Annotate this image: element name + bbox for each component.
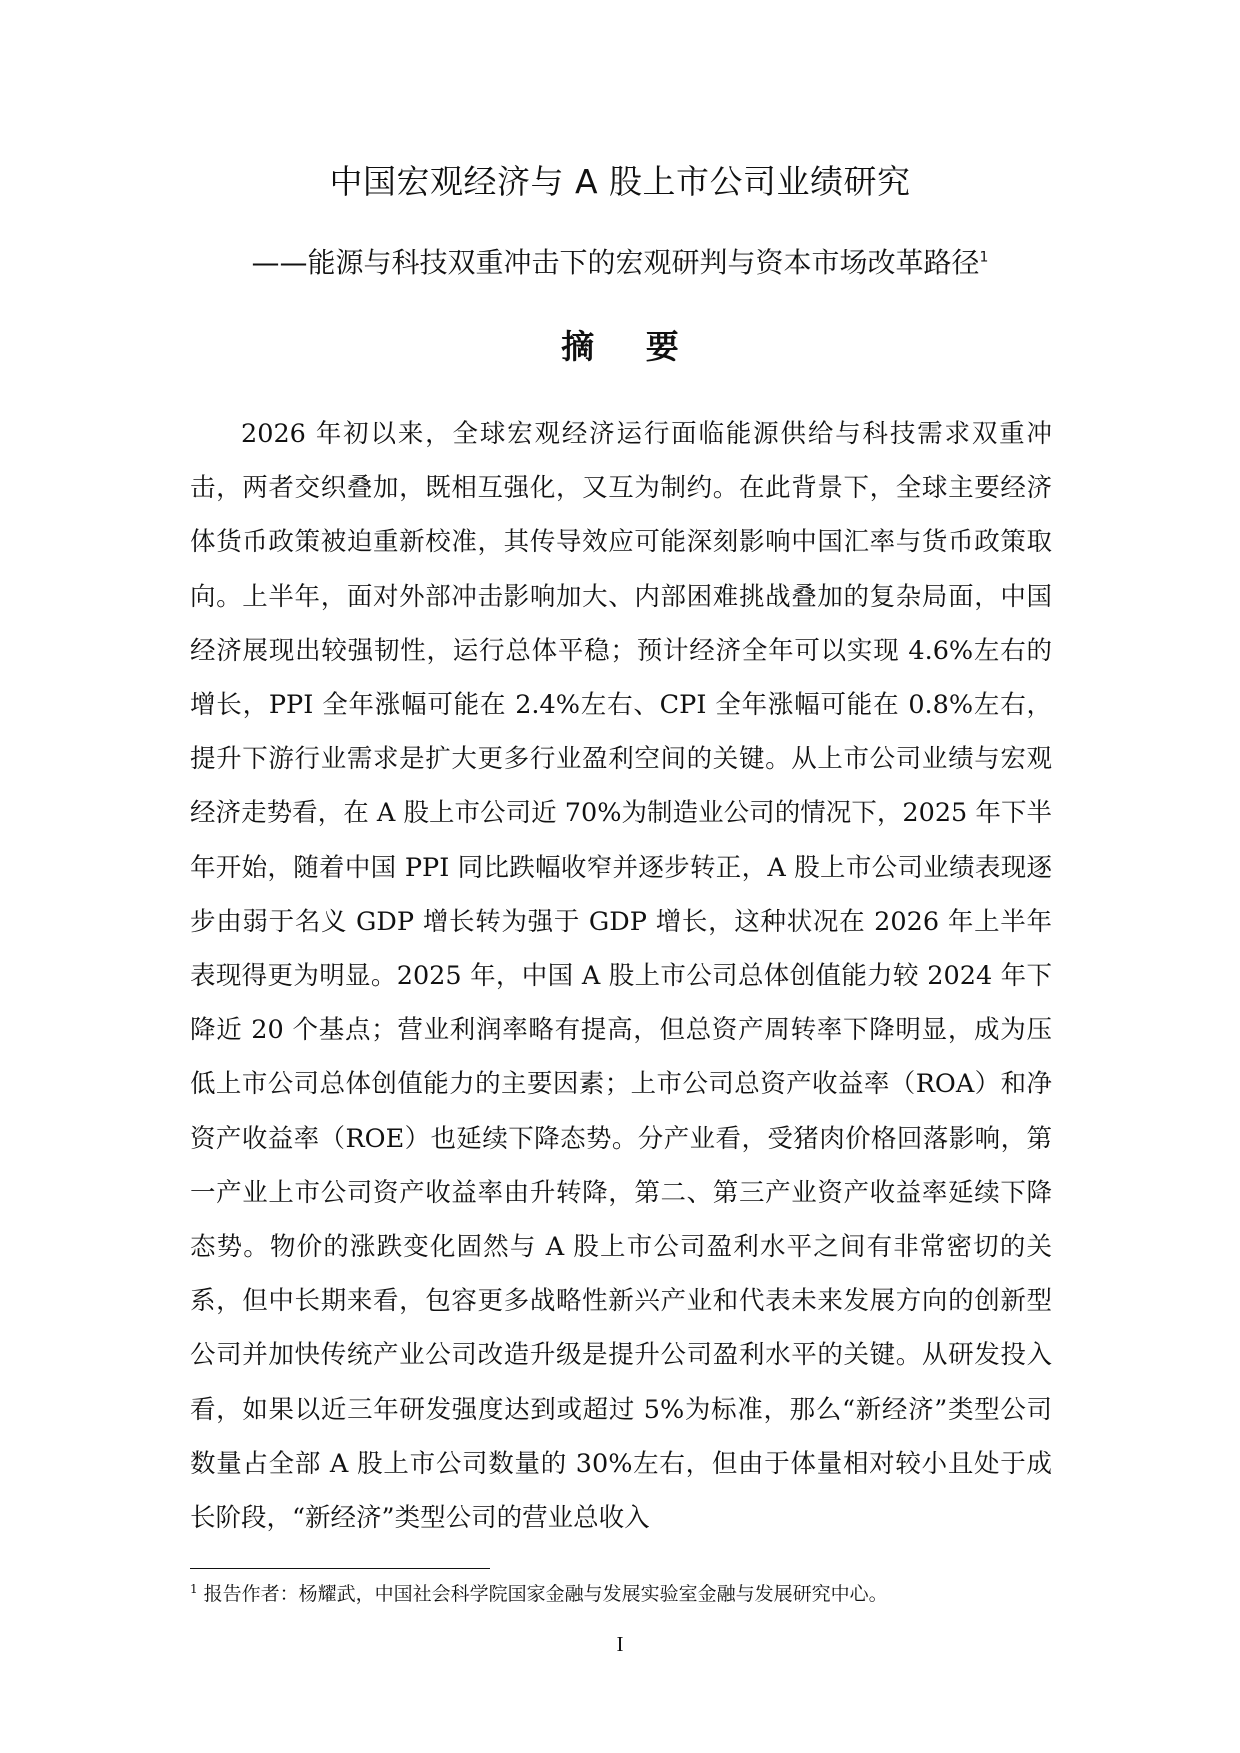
footnote-divider xyxy=(190,1568,490,1569)
abstract-heading: 摘 要 xyxy=(561,327,699,366)
footnote-text: 报告作者：杨耀武，中国社会科学院国家金融与发展实验室金融与发展研究中心。 xyxy=(203,1583,888,1605)
document-subtitle xyxy=(0,243,1240,283)
subtitle-footnote-mark[interactable]: 1 xyxy=(979,249,989,266)
footnote xyxy=(190,1580,1052,1608)
page-number: I xyxy=(616,1632,624,1656)
document-title: 中国宏观经济与 A 股上市公司业绩研究 xyxy=(329,162,911,201)
abstract-paragraph: 2026 年初以来，全球宏观经济运行面临能源供给与科技需求双重冲击，两者交织叠加，既相互强化，又互为制约。在此背景下，全球主要经济体货币政策被迫重新校准，其传导效应可能深刻影响中国汇率与货币政策取向。上半年，面对外部冲击影响加大、内部困难挑战叠加的复杂局面，中国经济展现出较强韧性，运行总体平稳；预计经济全年可以实现 4.6%左右的增长，PPI 全年涨幅可能在 2.4%左右、CPI 全年涨幅可能在 0.8%左右，提升下游行业需求是扩大更多行业盈利空间的关键。从上市公司业绩与宏观经济走势看，在 A 股上市公司近 70%为制造业公司的情况下，2025 年下半年开始，随着中国 PPI 同比跌幅收窄并逐步转正，A 股上市公司业绩表现逐步由弱于名义 GDP 增长转为强于 GDP 增长，这种状况在 2026 年上半年表现得更为明显。2025 年，中国 A 股上市公司总体创值能力较 2024 年下降近 20 个基点；营业利润率略有提高，但总资产周转率下降明显，成为压低上市公司总体创值能力的主要因素；上市公司总资产收益率（ROA）和净资产收益率（ROE）也延续下降态势。分产业看，受猪肉价格回落影响，第一产业上市公司资产收益率由升转降，第二、第三产业资产收益率延续下降态势。物价的涨跌变化固然与 A 股上市公司盈利水平之间有非常密切的关系，但中长期来看，包容更多战略性新兴产业和代表未来发展方向的创新型公司并加快传统产业公司改造升级是提升公司盈利水平的关键。从研发投入看，如果以近三年研发强度达到或超过 5%为标准，那么“新经济”类型公司数量占全部 A 股上市公司数量的 30%左右，但由于体量相对较小且处于成长阶段，“新经济”类型公司的营业总收入 xyxy=(190,419,1052,1534)
subtitle-text: ——能源与科技双重冲击下的宏观研判与资本市场改革路径 xyxy=(251,246,980,279)
footnote-mark: 1 xyxy=(190,1581,198,1596)
